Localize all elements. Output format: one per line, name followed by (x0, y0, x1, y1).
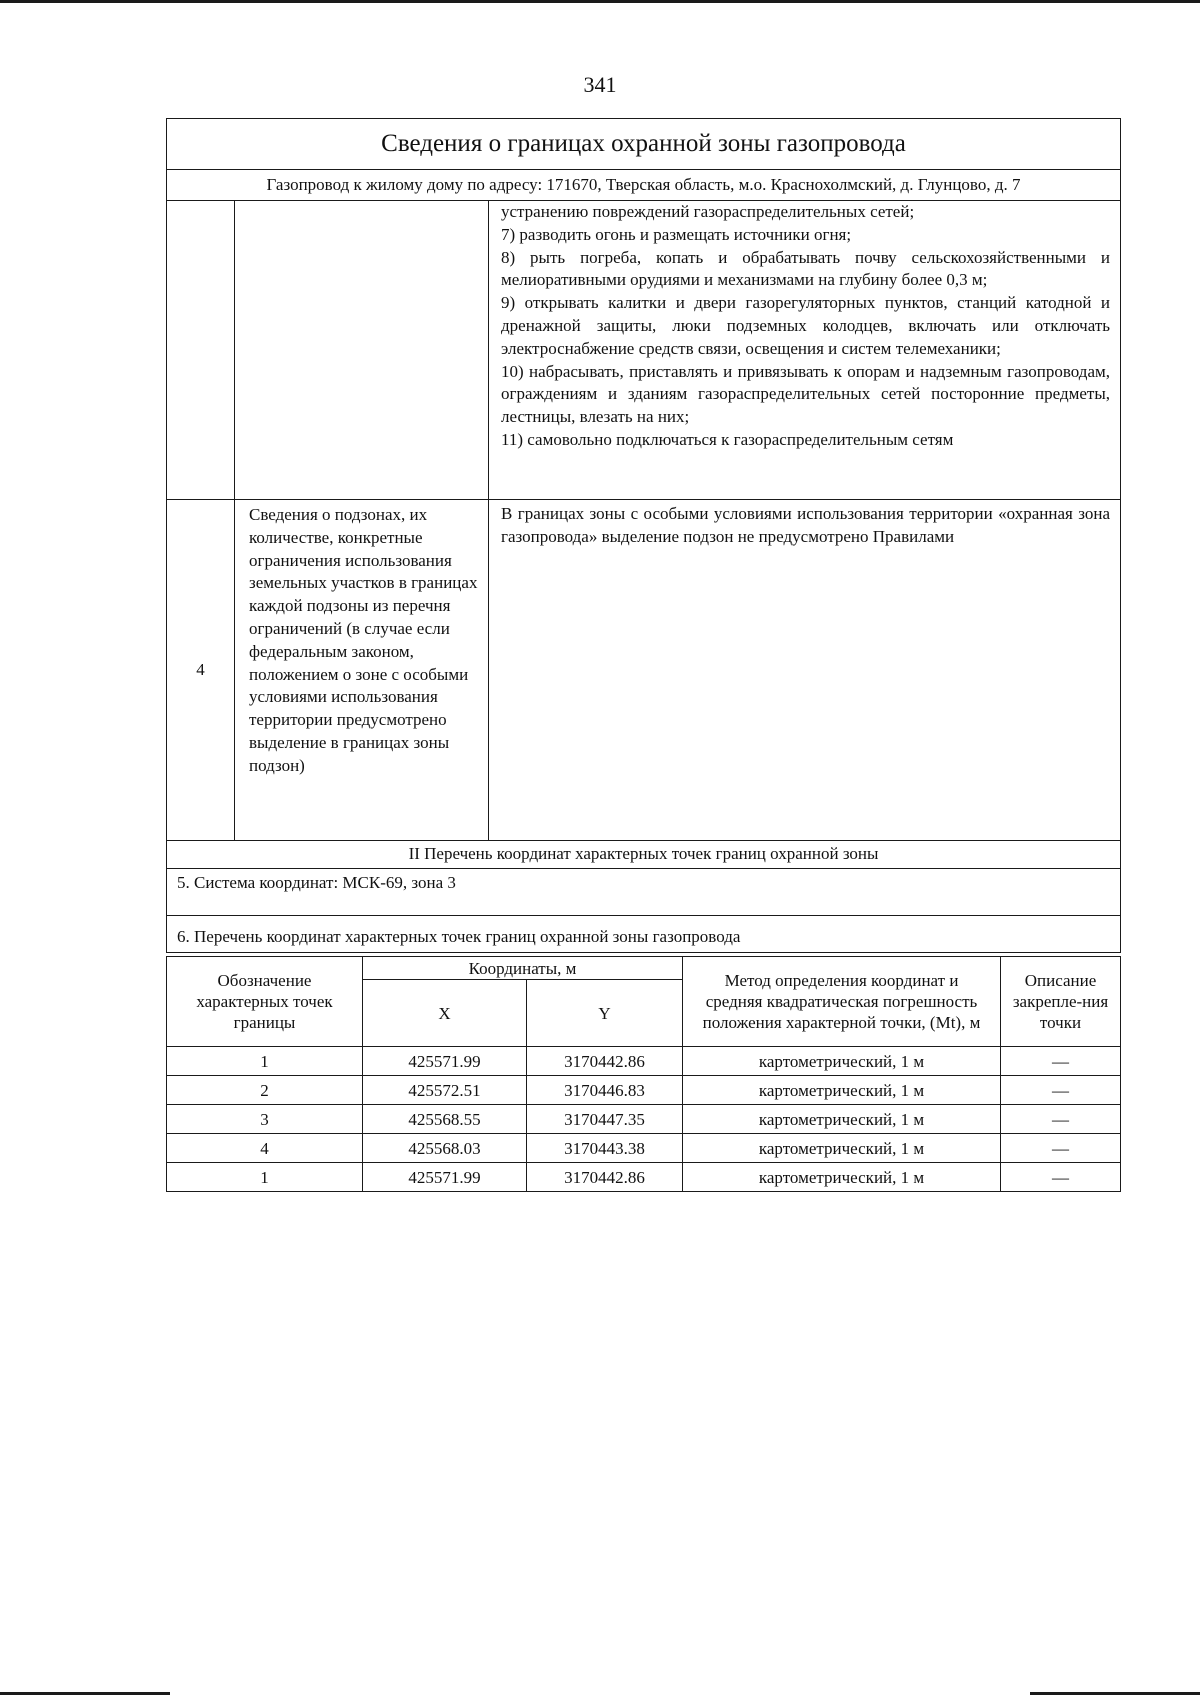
point-number: 1 (167, 1047, 363, 1076)
scan-bottom-edge-left (0, 1692, 170, 1695)
restriction-item: 7) разводить огонь и размещать источники огня; (501, 224, 852, 244)
point-number: 3 (167, 1105, 363, 1134)
coord-x: 425571.99 (363, 1047, 527, 1076)
point-number: 4 (167, 1134, 363, 1163)
point-description: — (1001, 1047, 1121, 1076)
pipeline-address: Газопровод к жилому дому по адресу: 171670, Тверская область, м.о. Краснохолмский, д. Глунцово, д. 7 (167, 170, 1121, 201)
coord-y: 3170443.38 (527, 1134, 683, 1163)
header-description: Описание закрепле-ния точки (1001, 957, 1121, 1047)
scan-top-edge (0, 0, 1200, 3)
coordinate-system: 5. Система координат: МСК-69, зона 3 (167, 869, 1121, 916)
point-number: 2 (167, 1076, 363, 1105)
header-point-designation: Обозначение характерных точек границы (167, 957, 363, 1047)
restriction-item: 9) открывать калитки и двери газорегуляторных пунктов, станций катодной и дренажной защиты, люки подземных колодцев, включать или отключать электроснабжение средств связи, освещения и систем телемеханики; (501, 293, 1111, 358)
method: картометрический, 1 м (683, 1134, 1001, 1163)
table-row (167, 1047, 1121, 1076)
row-number: 4 (167, 500, 235, 841)
table-row (167, 1163, 1121, 1192)
page-number: 341 (583, 72, 617, 97)
coord-x: 425568.03 (363, 1134, 527, 1163)
method: картометрический, 1 м (683, 1105, 1001, 1134)
coord-y: 3170442.86 (527, 1163, 683, 1192)
coordinates-table (166, 956, 1121, 1192)
header-x: X (363, 980, 527, 1047)
subzones-content: В границах зоны с особыми условиями использования территории «охранная зона газопровода» выделение подзон не предусмотрено Правилами (489, 500, 1121, 841)
table-row (167, 1076, 1121, 1105)
restriction-item: 8) рыть погреба, копать и обрабатывать почву сельскохозяйственными и мелиоративными орудиями и механизмами на глубину более 0,3 м; (501, 247, 1111, 290)
subzones-row (167, 500, 1121, 841)
restrictions-list (489, 201, 1121, 500)
coordinates-list-title: 6. Перечень координат характерных точек границ охранной зоны газопровода (167, 916, 1121, 953)
coord-x: 425568.55 (363, 1105, 527, 1134)
method: картометрический, 1 м (683, 1047, 1001, 1076)
point-description: — (1001, 1163, 1121, 1192)
header-y: Y (527, 980, 683, 1047)
point-description: — (1001, 1076, 1121, 1105)
restriction-item: 10) набрасывать, приставлять и привязывать к опорам и надземным газопроводам, ограждениям и зданиям газораспределительных сетей посторонние предметы, лестницы, влезать на них; (501, 361, 1111, 427)
coord-y: 3170442.86 (527, 1047, 683, 1076)
empty-label-cell (235, 201, 489, 500)
empty-number-cell (167, 201, 235, 500)
restriction-item: устранению повреждений газораспределительных сетей; (501, 202, 915, 221)
restriction-item: 11) самовольно подключаться к газораспределительным сетям (501, 429, 954, 449)
table-row (167, 1134, 1121, 1163)
coord-x: 425571.99 (363, 1163, 527, 1192)
subzones-label: Сведения о подзонах, их количестве, конкретные ограничения использования земельных участков в границах каждой подзоны из перечня ограничений (в случае если федеральным законом, положением о зоне с особыми условиями использования территории предусмотрено выделение в границах зоны подзон) (235, 500, 489, 841)
coord-x: 425572.51 (363, 1076, 527, 1105)
method: картометрический, 1 м (683, 1163, 1001, 1192)
coord-y: 3170446.83 (527, 1076, 683, 1105)
scan-bottom-edge-right (1030, 1692, 1200, 1695)
table-row (167, 1105, 1121, 1134)
point-description: — (1001, 1134, 1121, 1163)
document-title: Сведения о границах охранной зоны газопровода (167, 119, 1121, 170)
point-number: 1 (167, 1163, 363, 1192)
continued-restrictions-row (167, 201, 1121, 500)
section-2-title: II Перечень координат характерных точек границ охранной зоны (167, 841, 1121, 869)
header-method: Метод определения координат и средняя квадратическая погрешность положения характерной точки, (Mt), м (683, 957, 1001, 1047)
method: картометрический, 1 м (683, 1076, 1001, 1105)
point-description: — (1001, 1105, 1121, 1134)
header-coordinates: Координаты, м (363, 957, 683, 980)
zone-info-table (166, 118, 1121, 953)
coord-y: 3170447.35 (527, 1105, 683, 1134)
